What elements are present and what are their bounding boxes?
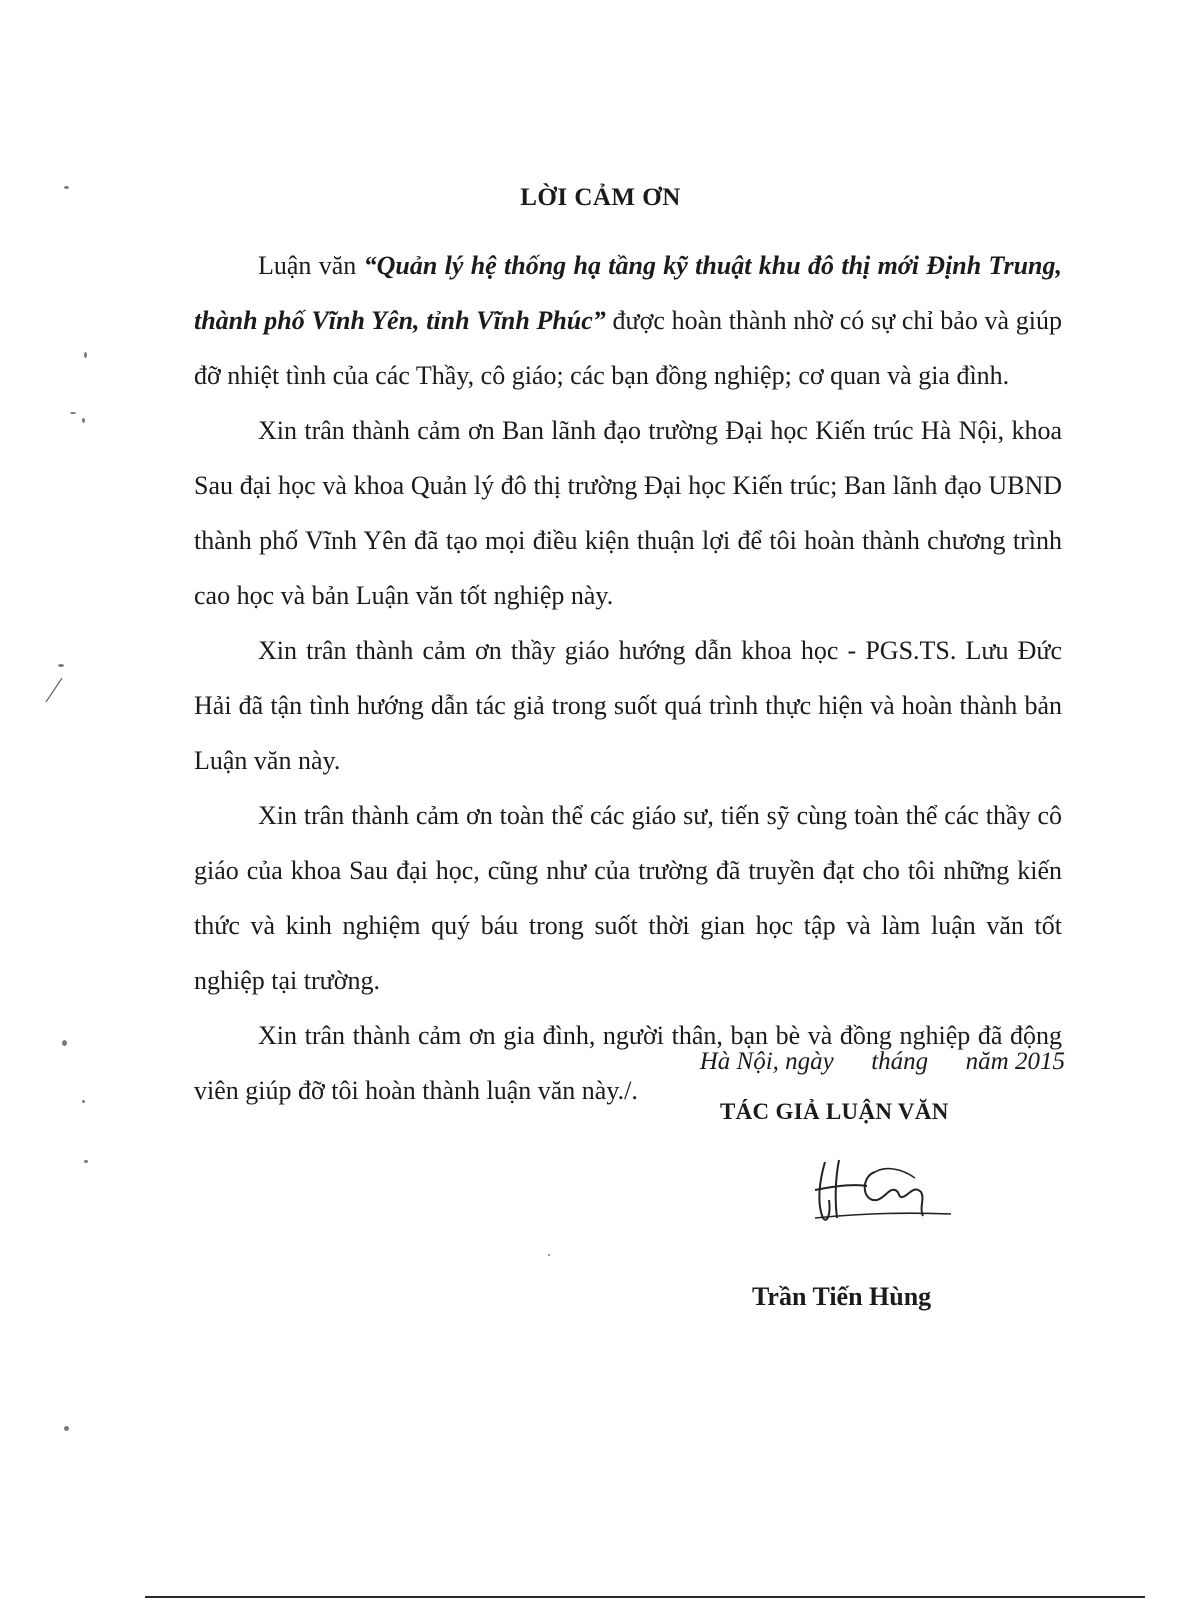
- scan-speck: [84, 352, 87, 358]
- handwritten-signature: [805, 1152, 955, 1232]
- date-line: Hà Nội, ngày tháng năm 2015: [699, 1048, 1065, 1075]
- paragraph-supervisor-thanks: Xin trân thành cảm ơn thầy giáo hướng dẫn khoa học - PGS.TS. Lưu Đức Hải đã tận tình hướng dẫn tác giả trong suốt quá trình thực hiện và hoàn thành bản Luận văn này.: [194, 636, 1062, 775]
- scan-speck: [82, 418, 85, 423]
- scan-speck: [62, 1040, 67, 1046]
- paragraph-thesis-intro: [194, 238, 1062, 403]
- paragraph-faculty-thanks: Xin trân thành cảm ơn toàn thể các giáo sư, tiến sỹ cùng toàn thể các thầy cô giáo của khoa Sau đại học, cũng như của trường đã truyền đạt cho tôi những kiến thức và kinh nghiệm quý báu trong suốt thời gian học tập và làm luận văn tốt nghiệp tại trường.: [194, 801, 1062, 995]
- paragraph-1-suffix: được hoàn thành nhờ có sự chỉ bảo và giúp đỡ nhiệt tình của các Thầy, cô giáo; các bạn đồng nghiệp; cơ quan và gia đình.: [194, 306, 1062, 390]
- scan-speck: [82, 1100, 85, 1103]
- scan-speck: [64, 186, 69, 189]
- scan-speck: [58, 664, 64, 667]
- scan-speck: [548, 1254, 550, 1256]
- paragraph-school-thanks: Xin trân thành cảm ơn Ban lãnh đạo trường Đại học Kiến trúc Hà Nội, khoa Sau đại học và khoa Quản lý đô thị trường Đại học Kiến trúc; Ban lãnh đạo UBND thành phố Vĩnh Yên đã tạo mọi điều kiện thuận lợi để tôi hoàn thành chương trình cao học và bản Luận văn tốt nghiệp này.: [194, 416, 1062, 610]
- paragraph-1-prefix: Luận văn: [258, 251, 364, 280]
- acknowledgement-body: [194, 238, 1062, 1118]
- author-label: TÁC GIẢ LUẬN VĂN: [720, 1099, 949, 1124]
- author-name: Trần Tiến Hùng: [752, 1282, 932, 1311]
- bottom-rule: [145, 1596, 1145, 1598]
- paragraph-family-thanks: Xin trân thành cảm ơn gia đình, người thân, bạn bè và đồng nghiệp đã động viên giúp đỡ tôi hoàn thành luận văn này./.: [194, 1021, 1062, 1105]
- thesis-title: “Quản lý hệ thống hạ tầng kỹ thuật khu đô thị mới Định Trung, thành phố Vĩnh Yên, tỉnh Vĩnh Phúc”: [194, 251, 1062, 335]
- scan-speck: [70, 412, 76, 414]
- page-title: LỜI CẢM ƠN: [520, 184, 681, 211]
- scan-speck: [84, 1160, 88, 1163]
- scan-mark: [42, 676, 66, 704]
- scan-speck: [64, 1426, 69, 1431]
